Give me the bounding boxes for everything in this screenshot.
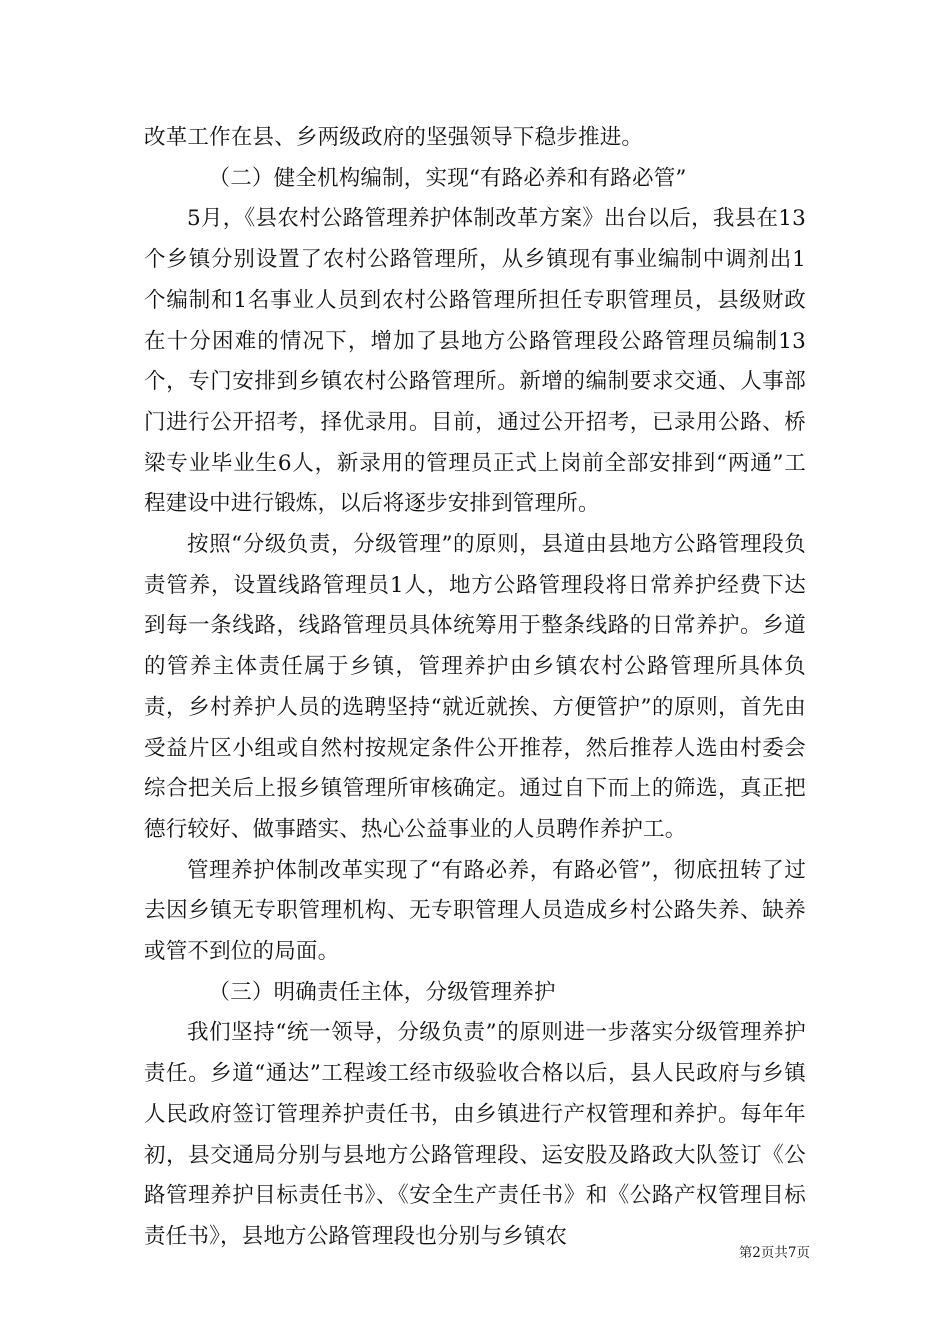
section-heading-3: （三）明确责任主体，分级管理养护 — [208, 979, 556, 1005]
paragraph-reform-result: 管理养护体制改革实现了“有路必养，有路必管”，彻底扭转了过去因乡镇无专职管理机构、无专职管理人员造成乡村公路失养、缺养或管不到位的局面。 — [144, 857, 806, 965]
document-body — [144, 118, 806, 1258]
page-number: 第2页共7页 — [738, 1245, 810, 1261]
paragraph-staffing: 5月，《县农村公路管理养护体制改革方案》出台以后，我县在13个乡镇分别设置了农村公路管理所，从乡镇现有事业编制中调剂出1个编制和1名事业人员到农村公路管理所担任专职管理员，县级财政在十分困难的情况下，增加了县地方公路管理段公路管理员编制13个，专门安排到乡镇农村公路管理所。新增的编制要求交通、人事部门进行公开招考，择优录用。目前，通过公开招考，已录用公路、桥梁专业毕业生6人，新录用的管理员正式上岗前全部安排到“两通”工程建设中进行锻炼，以后将逐步安排到管理所。 — [144, 206, 806, 517]
paragraph-responsibility: 我们坚持“统一领导，分级负责”的原则进一步落实分级管理养护责任。乡道“通达”工程竣工经市级验收合格以后，县人民政府与乡镇人民政府签订管理养护责任书，由乡镇进行产权管理和养护。每年年初，县交通局分别与县地方公路管理段、运安股及路政大队签订《公路管理养护目标责任书》、《安全生产责任书》和《公路产权管理目标责任书》，县地方公路管理段也分别与乡镇农 — [144, 1020, 806, 1249]
section-heading-2: （二）健全机构编制，实现“有路必养和有路必管” — [208, 165, 687, 191]
paragraph-continuation: 改革工作在县、乡两级政府的坚强领导下稳步推进。 — [144, 125, 644, 150]
paragraph-tiered-management: 按照“分级负责，分级管理”的原则，县道由县地方公路管理段负责管养，设置线路管理员1人，地方公路管理段将日常养护经费下达到每一条线路，线路管理员具体统筹用于整条线路的日常养护。乡道的管养主体责任属于乡镇，管理养护由乡镇农村公路管理所具体负责，乡村养护人员的选聘坚持“就近就挨、方便管护”的原则，首先由受益片区小组或自然村按规定条件公开推荐，然后推荐人选由村委会综合把关后上报乡镇管理所审核确定。通过自下而上的筛选，真正把德行较好、做事踏实、热心公益事业的人员聘作养护工。 — [144, 532, 806, 842]
